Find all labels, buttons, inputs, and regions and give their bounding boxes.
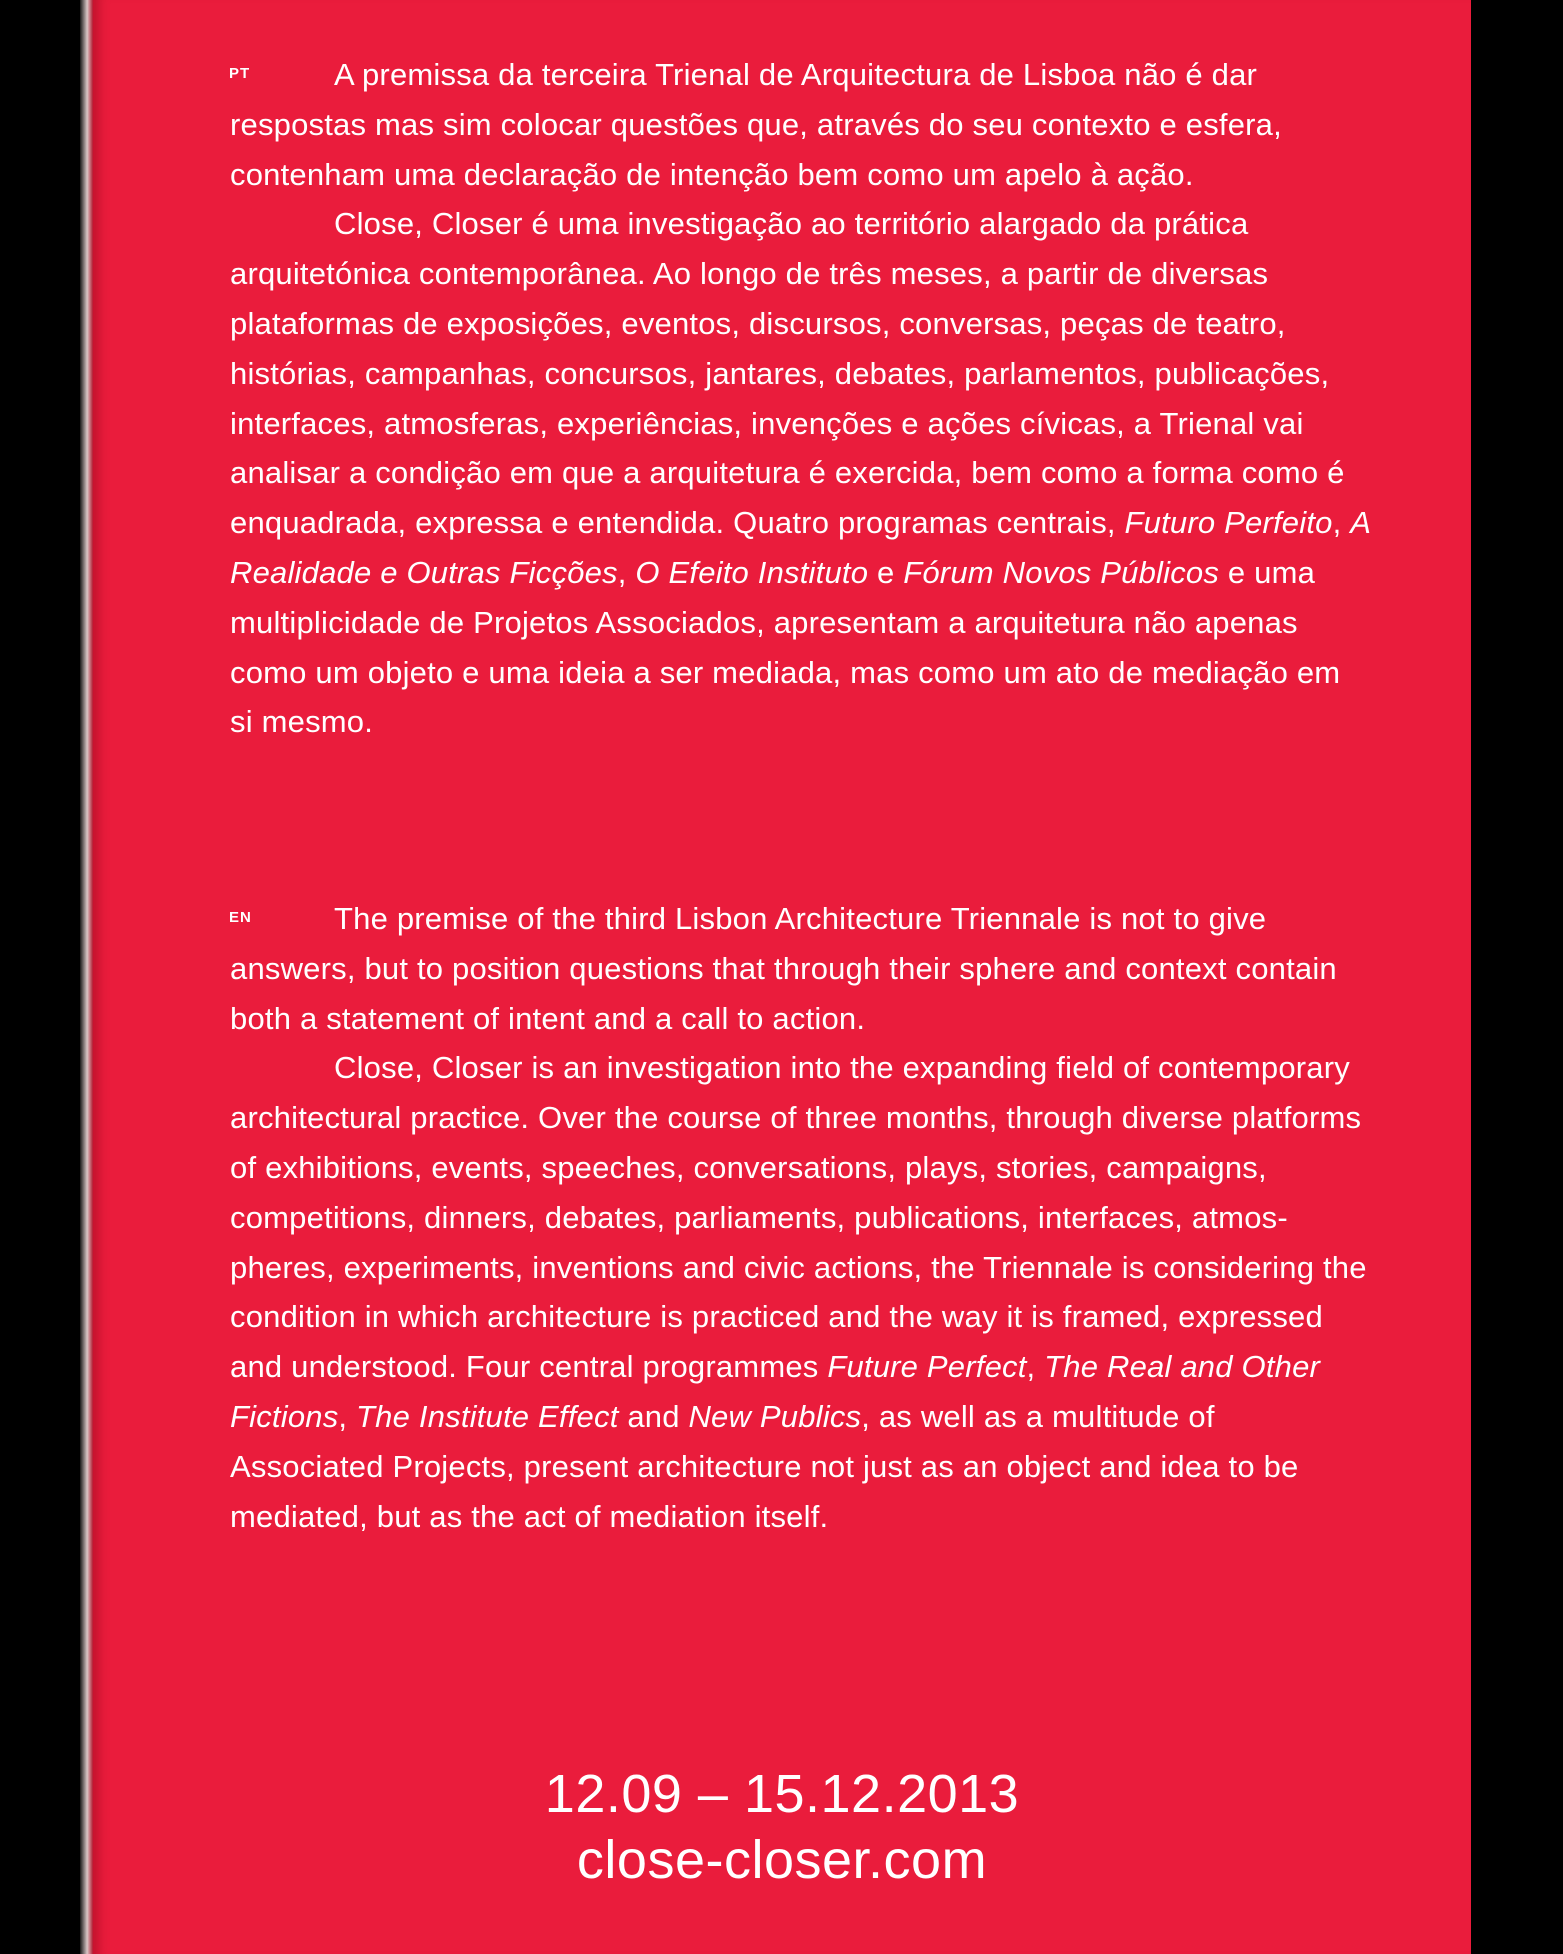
separator: , — [338, 1398, 357, 1434]
event-dates: 12.09 – 15.12.2013 — [544, 1764, 1020, 1824]
separator: and — [618, 1398, 689, 1434]
pt-paragraph-2 — [230, 199, 1370, 747]
en-paragraph-2-intro: Close, Closer is an investigation into the expanding field of contemporary architectural practice. Over the course of three months, through diverse platforms of exhibitions, events, speeches, conversations, plays, stories, campaigns, competitions, dinners, debates, parliaments, publications, interfaces, atmos-pheres, experiments, inventions and civic actions, the Triennale is considering the condition in which architecture is practiced and the way it is framed, expressed and understood. Four central programmes — [230, 1050, 1367, 1385]
separator: , — [1332, 505, 1351, 541]
en-program-institute-effect: The Institute Effect — [356, 1398, 619, 1434]
en-program-real-other-fictions: The Real and Other Fictions — [230, 1349, 1321, 1434]
pt-program-future-perfect: Futuro Perfeito — [1124, 505, 1333, 541]
pt-program-new-publics: Fórum Novos Públicos — [903, 554, 1220, 590]
en-paragraph-2-outro: , as well as a multitude of Associated Projects, present architecture not just as an object and idea to be mediated, but as the act of mediation itself. — [230, 1398, 1299, 1534]
separator: , — [1026, 1349, 1045, 1385]
book-page-edge — [80, 0, 93, 1954]
en-program-new-publics: New Publics — [688, 1398, 862, 1434]
pt-paragraph-2-intro: Close, Closer é uma investigação ao território alargado da prática arquitetónica contemporânea. Ao longo de três meses, a partir de diversas plataformas de exposições, eventos, discursos, conversas, peças de teatro, histórias, campanhas, concursos, jantares, debates, parlamentos, publicações, interfaces, atmosferas, experiências, invenções e ações cívicas, a Trienal vai analisar a condição em que a arquitetura é exercida, bem como a forma como é enquadrada, expressa e entendida. Quatro programas centrais, — [230, 206, 1345, 541]
separator: e — [868, 554, 904, 590]
language-tag-pt: PT — [229, 65, 251, 82]
language-tag-en: EN — [229, 909, 252, 926]
en-program-future-perfect: Future Perfect — [827, 1349, 1027, 1385]
separator: , — [617, 554, 636, 590]
pt-program-real-other-fictions: A Realidade e Outras Ficções — [230, 505, 1370, 590]
website-url: close-closer.com — [576, 1830, 988, 1890]
pt-paragraph-1: A premissa da terceira Trienal de Arquitectura de Lisboa não é dar respostas mas sim colocar questões que, através do seu contexto e esfera, contenham uma declaração de intenção bem como um apelo à ação. — [230, 57, 1282, 192]
portuguese-text-block — [230, 50, 1370, 747]
pt-paragraph-2-outro: e uma multiplicidade de Projetos Associados, apresentam a arquitetura não apenas como um objeto e uma ideia a ser mediada, mas como um ato de mediação em si mesmo. — [230, 554, 1341, 740]
english-text-block — [230, 894, 1370, 1541]
en-paragraph-2 — [230, 1043, 1370, 1541]
pt-program-institute-effect: O Efeito Instituto — [635, 554, 869, 590]
en-paragraph-1: The premise of the third Lisbon Architecture Triennale is not to give answers, but to position questions that through their sphere and context contain both a statement of intent and a call to action. — [230, 901, 1337, 1036]
